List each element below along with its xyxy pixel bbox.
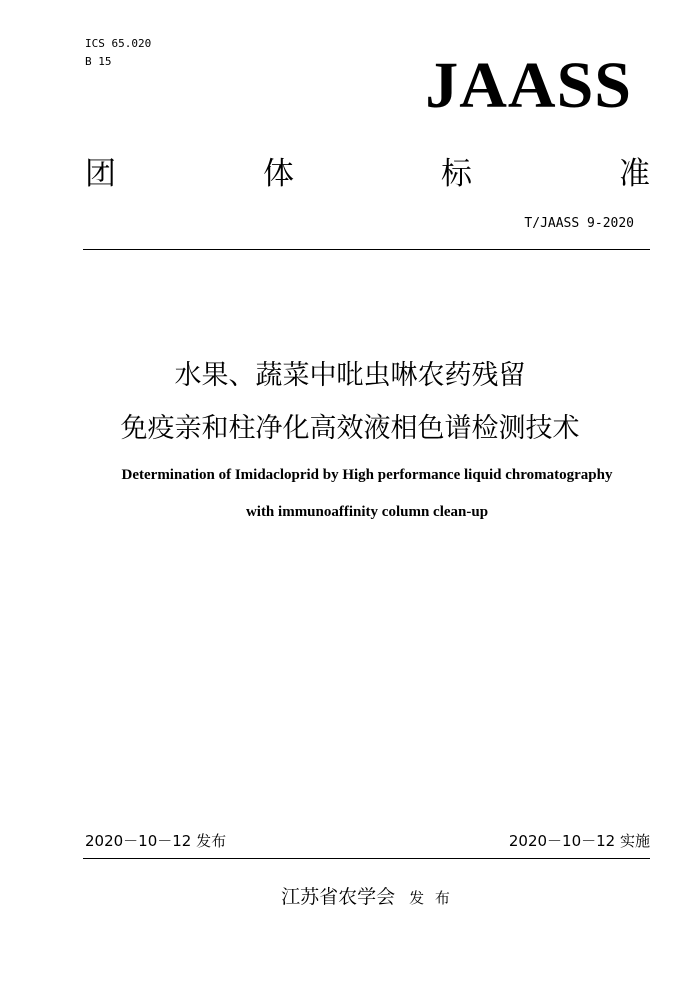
standard-type-char: 准 — [619, 156, 650, 192]
implementation-date: 2020－10－12 实施 — [508, 832, 650, 850]
publisher-name: 江苏省农学会 — [281, 886, 396, 908]
standard-number: T/JAASS 9-2020 — [524, 216, 634, 231]
header-divider — [83, 249, 650, 250]
footer-divider — [83, 858, 650, 859]
ics-code: ICS 65.020 — [85, 37, 152, 50]
english-title-line-1: Determination of Imidacloprid by High performance liquid chromatography — [121, 467, 613, 483]
chinese-title-line-2: 免疫亲和柱净化高效液相色谱检测技术 — [120, 413, 580, 444]
english-title-line-2: with immunoaffinity column clean-up — [245, 504, 489, 520]
issue-date: 2020－10－12 发布 — [85, 832, 227, 850]
standard-type — [85, 152, 650, 196]
standard-type-char: 团 — [85, 156, 116, 192]
standard-type-char: 标 — [441, 156, 472, 192]
publisher — [0, 884, 700, 911]
chinese-title-line-1: 水果、蔬菜中吡虫啉农药残留 — [174, 360, 526, 391]
standard-type-char: 体 — [263, 156, 294, 192]
jaass-logo: JAASS — [425, 49, 632, 122]
classification-code: B 15 — [85, 55, 112, 68]
publisher-suffix: 发 布 — [409, 889, 453, 907]
